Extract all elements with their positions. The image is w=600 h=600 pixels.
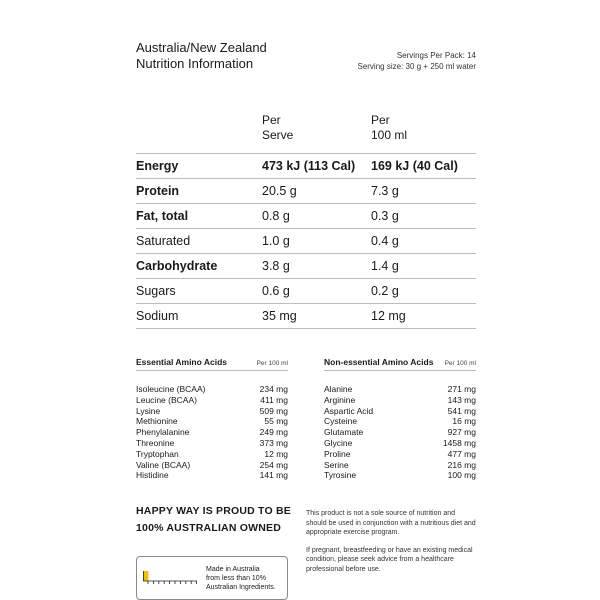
made-in-line-3: Australian Ingredients. [206, 583, 276, 591]
amino-value: 141 mg [259, 470, 288, 481]
amino-name: Lysine [136, 405, 161, 416]
proud-line-1: HAPPY WAY IS PROUD TO BE [136, 505, 291, 518]
amino-name: Proline [324, 448, 351, 459]
per-100ml-value: 169 kJ (40 Cal) [371, 159, 458, 173]
list-item [324, 427, 476, 438]
nutrition-panel [136, 40, 476, 600]
row-label: Sugars [136, 284, 176, 298]
list-item [136, 384, 288, 395]
amino-name: Glycine [324, 437, 353, 448]
per-serve-value: 35 mg [262, 309, 297, 323]
list-item [324, 384, 476, 395]
list-item [324, 460, 476, 471]
list-item [136, 438, 288, 449]
nutrition-table [136, 153, 476, 329]
row-label: Protein [136, 184, 180, 198]
essential-unit: Per 100 ml [256, 360, 288, 367]
disclaimer-paragraph-1: This product is not a sole source of nutrition and should be used in conjunction with a nutritious diet and appropriate exercise program. [306, 510, 476, 537]
per-100ml-header: Per 100 ml [371, 113, 408, 142]
amino-value: 373 mg [259, 437, 288, 448]
row-label: Sodium [136, 309, 179, 323]
amino-name: Phenylalanine [136, 427, 190, 438]
amino-value: 271 mg [447, 384, 476, 394]
made-in-text [206, 565, 276, 592]
amino-name: Serine [324, 459, 349, 470]
footer-section [136, 503, 476, 600]
non-essential-unit: Per 100 ml [444, 360, 476, 367]
row-label: Carbohydrate [136, 259, 218, 273]
row-label: Energy [136, 159, 179, 173]
amino-value: 411 mg [260, 394, 288, 405]
per-serve-value: 3.8 g [262, 259, 290, 273]
per-100ml-value: 0.3 g [371, 209, 399, 223]
made-in-line-1: Made in Australia [206, 565, 260, 573]
list-item [324, 438, 476, 449]
table-row [136, 153, 476, 179]
australian-ingredients-meter [143, 571, 197, 585]
amino-name: Tryptophan [136, 448, 179, 459]
panel-header [136, 40, 476, 72]
row-label: Saturated [136, 234, 191, 248]
list-item [324, 416, 476, 427]
amino-value: 55 mg [264, 416, 288, 427]
meter-ticks [148, 581, 197, 584]
amino-name: Isoleucine (BCAA) [136, 384, 206, 394]
title-line-2: Nutrition Information [136, 56, 254, 71]
amino-value: 16 mg [452, 416, 476, 427]
amino-name: Cysteine [324, 416, 358, 427]
amino-name: Leucine (BCAA) [136, 394, 197, 405]
column-headers [136, 113, 476, 149]
non-essential-header [324, 357, 476, 371]
per-serve-value: 473 kJ (113 Cal) [262, 159, 356, 173]
non-essential-title: Non-essential Amino Acids [324, 357, 434, 367]
amino-value: 100 mg [447, 470, 476, 481]
list-item [136, 470, 288, 481]
list-item [136, 427, 288, 438]
essential-title: Essential Amino Acids [136, 357, 228, 367]
per-serve-value: 20.5 g [262, 184, 297, 198]
list-item [136, 395, 288, 406]
non-essential-list [324, 384, 476, 481]
amino-name: Histidine [136, 470, 169, 481]
amino-name: Alanine [324, 384, 353, 394]
per-100ml-value: 0.4 g [371, 234, 399, 248]
table-row [136, 229, 476, 254]
amino-value: 254 mg [259, 459, 288, 470]
amino-value: 249 mg [259, 427, 288, 438]
serving-size: Serving size: 30 g + 250 ml water [357, 62, 476, 71]
amino-name: Threonine [136, 437, 175, 448]
amino-name: Valine (BCAA) [136, 459, 191, 470]
table-row [136, 304, 476, 329]
amino-value: 216 mg [447, 459, 476, 470]
disclaimer-paragraph-2: If pregnant, breastfeeding or have an existing medical condition, please seek advice from a healthcare professional before use. [306, 546, 473, 573]
australian-owned-statement [136, 503, 296, 537]
per-serve-header: Per Serve [262, 113, 294, 142]
panel-title [136, 40, 267, 72]
title-line-1: Australia/New Zealand [136, 40, 267, 55]
table-row [136, 204, 476, 229]
list-item [136, 406, 288, 417]
list-item [136, 449, 288, 460]
serving-info [357, 50, 476, 72]
origin-block [136, 503, 296, 600]
meter-fill [143, 571, 148, 581]
amino-value: 541 mg [447, 405, 476, 416]
table-row [136, 279, 476, 304]
list-item [324, 470, 476, 481]
disclaimer [306, 503, 476, 600]
country-of-origin-label [136, 556, 288, 600]
amino-name: Arginine [324, 394, 356, 405]
amino-name: Methionine [136, 416, 178, 427]
list-item [324, 449, 476, 460]
amino-value: 1458 mg [442, 437, 476, 448]
amino-acid-section [136, 357, 476, 481]
amino-value: 234 mg [259, 384, 288, 394]
table-row [136, 254, 476, 279]
per-100ml-value: 7.3 g [371, 184, 399, 198]
amino-value: 477 mg [447, 448, 476, 459]
list-item [136, 460, 288, 471]
list-item [324, 406, 476, 417]
list-item [324, 395, 476, 406]
proud-line-2: 100% AUSTRALIAN OWNED [136, 522, 281, 535]
amino-name: Glutamate [324, 427, 364, 438]
amino-name: Tyrosine [324, 470, 357, 481]
amino-name: Aspartic Acid [324, 405, 374, 416]
amino-value: 12 mg [264, 448, 288, 459]
made-in-line-2: from less than 10% [206, 574, 266, 582]
essential-amino-acids [136, 357, 288, 481]
amino-value: 927 mg [447, 427, 476, 438]
list-item [136, 416, 288, 427]
per-100ml-value: 1.4 g [371, 259, 399, 273]
table-row [136, 179, 476, 204]
amino-value: 509 mg [259, 405, 288, 416]
per-100ml-value: 12 mg [371, 309, 406, 323]
per-serve-value: 0.6 g [262, 284, 290, 298]
per-serve-value: 1.0 g [262, 234, 290, 248]
non-essential-amino-acids [324, 357, 476, 481]
essential-list [136, 384, 288, 481]
per-100ml-value: 0.2 g [371, 284, 399, 298]
servings-per-pack: Servings Per Pack: 14 [396, 51, 476, 60]
per-serve-value: 0.8 g [262, 209, 290, 223]
amino-value: 143 mg [447, 394, 476, 405]
row-label: Fat, total [136, 209, 189, 223]
essential-header [136, 357, 288, 371]
